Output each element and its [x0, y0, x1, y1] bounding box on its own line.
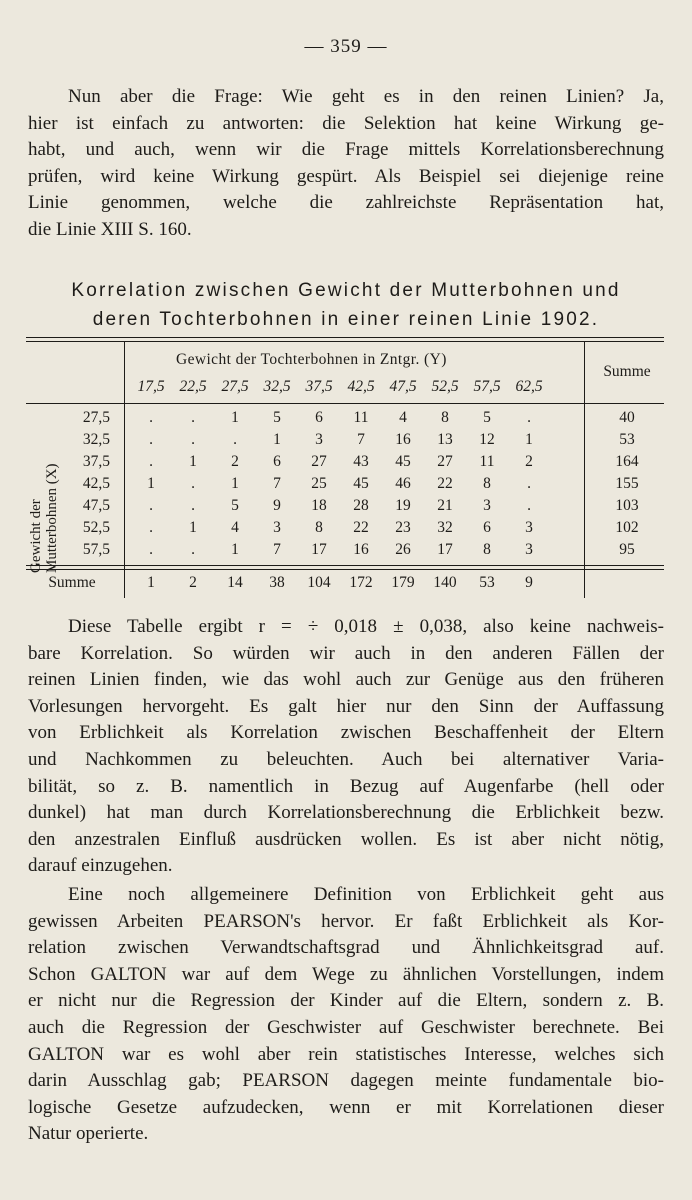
column-header: 27,5 [221, 378, 249, 395]
text-line: darauf einzugehen. [28, 855, 173, 877]
column-total: 179 [391, 574, 415, 591]
table-cell: 7 [273, 475, 281, 492]
table-cell: 8 [315, 519, 323, 536]
column-total: 1 [147, 574, 155, 591]
column-header: 42,5 [347, 378, 375, 395]
table-cell: 6 [483, 519, 491, 536]
table-cell: 2 [525, 453, 533, 470]
column-header: 32,5 [263, 378, 291, 395]
row-header: 47,5 [82, 497, 110, 514]
table-cell: 5 [273, 409, 281, 426]
row-header: 57,5 [82, 541, 110, 558]
table-cell: 1 [231, 409, 239, 426]
table-cell: . [149, 541, 153, 558]
row-header: 52,5 [82, 519, 110, 536]
text-line: die Linie XIII S. 160. [28, 218, 192, 240]
table-cell: 8 [483, 541, 491, 558]
paragraph-pearson [28, 882, 664, 1148]
table-cell: 9 [273, 497, 281, 514]
table-cell: 3 [483, 497, 491, 514]
table-cell: 3 [525, 541, 533, 558]
text-line: prüfen, wird keine Wirkung gespürt. Als Beispiel sei diejenige reine [28, 165, 664, 187]
table-cell: 4 [231, 519, 239, 536]
table-cell: 1 [147, 475, 155, 492]
text-line: dunkel) hat man durch Korrelationsberechnung die Erblichkeit bezw. [28, 802, 664, 824]
row-sum: 95 [619, 541, 635, 558]
totals-label: Summe [48, 574, 96, 591]
table-cell: 1 [189, 453, 197, 470]
correlation-table [26, 337, 664, 601]
text-line: er nicht nur die Regression der Kinder auf die Eltern, sondern z. B. [28, 990, 664, 1012]
table-caption [0, 276, 692, 334]
table-cell: 16 [395, 431, 411, 448]
table-cell: 17 [311, 541, 327, 558]
table-cell: 5 [483, 409, 491, 426]
column-header: 22,5 [179, 378, 207, 395]
table-cell: 5 [231, 497, 239, 514]
column-total: 2 [189, 574, 197, 591]
table-cell: . [527, 475, 531, 492]
text-line: von Erblichkeit als Korrelation zwischen Beschaffenheit der Eltern [28, 722, 664, 744]
table-cell: 3 [315, 431, 323, 448]
table-cell: . [191, 475, 195, 492]
table-cell: 1 [273, 431, 281, 448]
table-cell: 8 [483, 475, 491, 492]
table-cell: . [149, 431, 153, 448]
table-cell: . [527, 497, 531, 514]
row-sum: 155 [615, 475, 639, 492]
table-cell: . [149, 497, 153, 514]
table-cell: . [191, 541, 195, 558]
text-line: logische Gesetze aufzudecken, wenn er mit Korrelationen dieser [28, 1096, 664, 1118]
table-cell: 12 [479, 431, 495, 448]
sum-header: Summe [603, 363, 651, 380]
row-sum: 164 [615, 453, 639, 470]
table-cell: 27 [311, 453, 327, 470]
column-group-header: Gewicht der Tochterbohnen in Zntgr. (Y) [176, 351, 447, 368]
column-header: 62,5 [515, 378, 543, 395]
table-cell: 26 [395, 541, 411, 558]
text-line: Natur operierte. [28, 1123, 149, 1145]
table-cell: 32 [437, 519, 453, 536]
text-line: Eine noch allgemeinere Definition von Erblichkeit geht aus [68, 884, 664, 905]
table-cell: . [233, 431, 237, 448]
table-cell: 1 [231, 475, 239, 492]
table-cell: 21 [437, 497, 453, 514]
table-cell: 22 [437, 475, 453, 492]
table-top-rule [26, 341, 664, 342]
column-total: 140 [433, 574, 457, 591]
table-cell: 11 [353, 409, 369, 426]
table-cell: 2 [231, 453, 239, 470]
totals-rule [26, 565, 664, 566]
text-line: bilität, so z. B. namentlich in Bezug auf Augenfarbe (hell oder [28, 775, 664, 797]
column-divider [584, 342, 585, 598]
text-line: reinen Linien finden, wie das wohl auch zur Genüge aus den früheren [28, 669, 664, 691]
text-line: auch die Regression der Geschwister auf Geschwister berechnete. Bei [28, 1016, 664, 1038]
column-total: 104 [307, 574, 331, 591]
table-cell: 1 [189, 519, 197, 536]
caption-line: deren Tochterbohnen in einer reinen Linie 1902. [92, 309, 600, 330]
column-total: 53 [479, 574, 495, 591]
row-axis-label-line2: Mutterbohnen (X) [44, 463, 60, 573]
paragraph-result [28, 614, 664, 880]
column-total: 14 [227, 574, 243, 591]
table-cell: 17 [437, 541, 453, 558]
table-cell: 43 [353, 453, 369, 470]
page-number: — 359 — [304, 36, 388, 57]
table-cell: 3 [273, 519, 281, 536]
paragraph-intro [28, 84, 664, 244]
table-cell: 4 [399, 409, 407, 426]
totals-rule [26, 569, 664, 570]
text-line: hier ist einfach zu antworten: die Selektion hat keine Wirkung ge- [28, 112, 664, 134]
row-axis-label-line1: Gewicht der [28, 499, 44, 573]
row-sum: 53 [619, 431, 635, 448]
column-header: 52,5 [431, 378, 459, 395]
table-top-rule [26, 337, 664, 338]
row-header: 32,5 [82, 431, 110, 448]
text-line: GALTON war es wohl aber rein statistisches Interesse, welches sich [28, 1043, 664, 1065]
table-cell: . [149, 453, 153, 470]
table-cell: 13 [437, 431, 453, 448]
row-sum: 103 [615, 497, 639, 514]
column-header: 57,5 [473, 378, 501, 395]
table-cell: . [149, 409, 153, 426]
table-cell: 23 [395, 519, 411, 536]
table-cell: 19 [395, 497, 411, 514]
column-total: 38 [269, 574, 285, 591]
column-header: 17,5 [137, 378, 165, 395]
header-rule [26, 403, 664, 404]
text-line: Nun aber die Frage: Wie geht es in den reinen Linien? Ja, [68, 86, 664, 107]
table-cell: . [149, 519, 153, 536]
row-header: 42,5 [82, 475, 110, 492]
column-divider [124, 342, 125, 598]
table-cell: 45 [395, 453, 411, 470]
row-axis-label [28, 407, 60, 573]
table-cell: . [191, 409, 195, 426]
text-line: darin Ausschlag gab; PEARSON dagegen meinte fundamentale bio- [28, 1070, 664, 1092]
text-line: bare Korrelation. So würden wir auch in den anderen Fällen der [28, 642, 664, 664]
table-cell: . [191, 431, 195, 448]
text-line: den anzestralen Einfluß ausdrücken wollen. Es ist aber nicht nötig, [28, 828, 664, 850]
table-cell: 22 [353, 519, 369, 536]
text-line: gewissen Arbeiten PEARSON's hervor. Er faßt Erblichkeit als Kor- [28, 910, 664, 932]
row-header: 37,5 [82, 453, 110, 470]
text-line: Vorlesungen hervorgeht. Es galt hier nur den Sinn der Auffassung [28, 695, 664, 717]
column-header: 47,5 [389, 378, 417, 395]
table-cell: 6 [315, 409, 323, 426]
row-sum: 102 [615, 519, 639, 536]
table-cell: 7 [357, 431, 365, 448]
table-cell: 11 [479, 453, 495, 470]
table-cell: . [527, 409, 531, 426]
table-cell: 1 [525, 431, 533, 448]
text-line: und Nachkommen zu beleuchten. Auch bei alternativer Varia- [28, 748, 664, 770]
text-line: Schon GALTON war auf dem Wege zu ähnlichen Vorstellungen, indem [28, 963, 664, 985]
table-cell: 3 [525, 519, 533, 536]
table-cell: 45 [353, 475, 369, 492]
text-line: habt, und auch, wenn wir die Frage mittels Korrelationsberechnung [28, 139, 664, 161]
text-line: relation zwischen Verwandtschaftsgrad und Ähnlichkeitsgrad auf. [28, 937, 664, 959]
table-cell: 8 [441, 409, 449, 426]
table-cell: 28 [353, 497, 369, 514]
table-cell: . [191, 497, 195, 514]
column-total: 172 [349, 574, 373, 591]
table-cell: 16 [353, 541, 369, 558]
table-cell: 25 [311, 475, 327, 492]
text-line: Diese Tabelle ergibt r = ÷ 0,018 ± 0,038, also keine nachweis- [68, 616, 664, 637]
table-cell: 46 [395, 475, 411, 492]
caption-line: Korrelation zwischen Gewicht der Mutterbohnen und [71, 280, 621, 301]
table-cell: 1 [231, 541, 239, 558]
row-header: 27,5 [82, 409, 110, 426]
table-cell: 7 [273, 541, 281, 558]
text-line: Linie genommen, welche die zahlreichste Repräsentation hat, [28, 192, 664, 214]
column-header: 37,5 [305, 378, 333, 395]
row-sum: 40 [619, 409, 635, 426]
table-cell: 27 [437, 453, 453, 470]
column-total: 9 [525, 574, 533, 591]
table-cell: 18 [311, 497, 327, 514]
table-cell: 6 [273, 453, 281, 470]
